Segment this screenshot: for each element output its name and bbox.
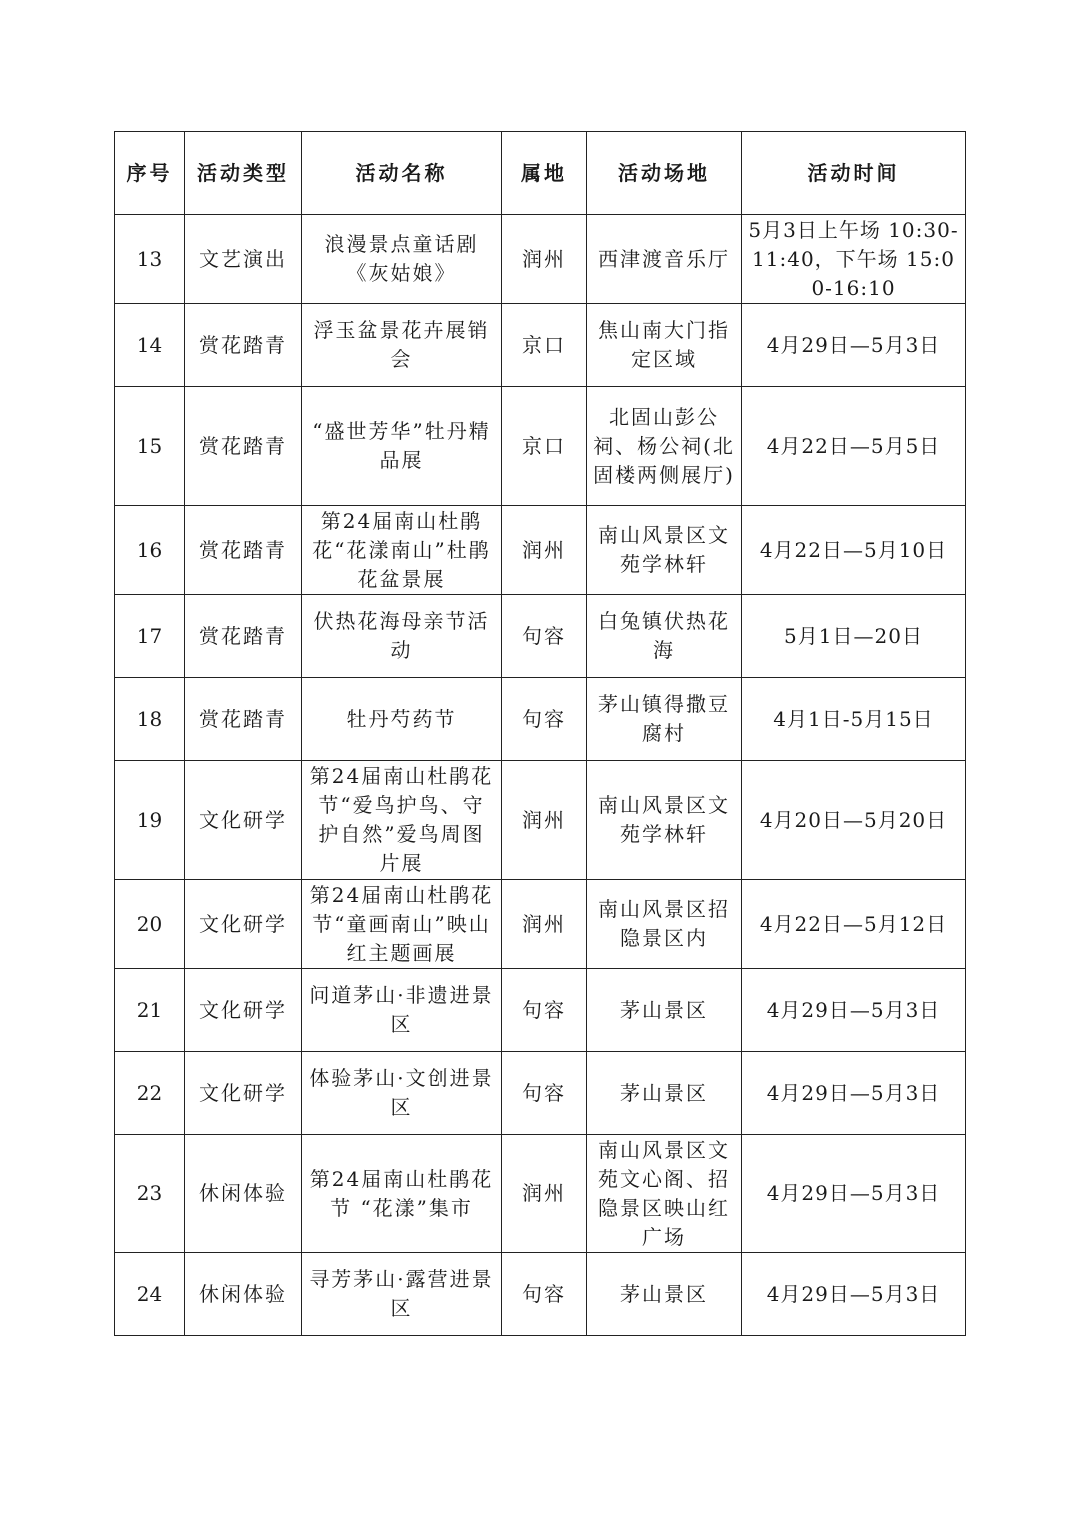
cell-venue: 西津渡音乐厅 bbox=[587, 215, 742, 304]
cell-area: 润州 bbox=[502, 761, 587, 880]
table-row bbox=[115, 506, 966, 595]
table-row bbox=[115, 969, 966, 1052]
cell-time: 4月29日—5月3日 bbox=[742, 969, 966, 1052]
cell-name: 伏热花海母亲节活动 bbox=[302, 595, 502, 678]
cell-no: 22 bbox=[115, 1052, 185, 1135]
table-row bbox=[115, 387, 966, 506]
activity-table bbox=[114, 131, 966, 1336]
table-row bbox=[115, 1052, 966, 1135]
cell-venue: 南山风景区文苑学林轩 bbox=[587, 761, 742, 880]
header-no: 序号 bbox=[115, 132, 185, 215]
cell-name: 第24届南山杜鹃花节“童画南山”映山红主题画展 bbox=[302, 880, 502, 969]
cell-area: 句容 bbox=[502, 595, 587, 678]
cell-time: 4月22日—5月12日 bbox=[742, 880, 966, 969]
cell-time: 4月20日—5月20日 bbox=[742, 761, 966, 880]
cell-name: 第24届南山杜鹃花“花漾南山”杜鹃花盆景展 bbox=[302, 506, 502, 595]
cell-type: 休闲体验 bbox=[185, 1253, 302, 1336]
cell-venue: 焦山南大门指定区域 bbox=[587, 304, 742, 387]
cell-no: 18 bbox=[115, 678, 185, 761]
cell-time: 4月29日—5月3日 bbox=[742, 1052, 966, 1135]
cell-time: 4月29日—5月3日 bbox=[742, 1135, 966, 1253]
table-header-row bbox=[115, 132, 966, 215]
cell-area: 句容 bbox=[502, 1253, 587, 1336]
cell-time: 4月29日—5月3日 bbox=[742, 304, 966, 387]
header-time: 活动时间 bbox=[742, 132, 966, 215]
cell-name: 浪漫景点童话剧《灰姑娘》 bbox=[302, 215, 502, 304]
cell-name: 牡丹芍药节 bbox=[302, 678, 502, 761]
header-area: 属地 bbox=[502, 132, 587, 215]
cell-area: 句容 bbox=[502, 678, 587, 761]
cell-no: 19 bbox=[115, 761, 185, 880]
cell-area: 润州 bbox=[502, 215, 587, 304]
header-venue: 活动场地 bbox=[587, 132, 742, 215]
cell-no: 24 bbox=[115, 1253, 185, 1336]
cell-area: 润州 bbox=[502, 880, 587, 969]
cell-name: 第24届南山杜鹃花节 “花漾”集市 bbox=[302, 1135, 502, 1253]
cell-area: 京口 bbox=[502, 387, 587, 506]
cell-type: 赏花踏青 bbox=[185, 387, 302, 506]
table-row bbox=[115, 304, 966, 387]
cell-venue: 茅山景区 bbox=[587, 1253, 742, 1336]
cell-time: 4月29日—5月3日 bbox=[742, 1253, 966, 1336]
header-name: 活动名称 bbox=[302, 132, 502, 215]
cell-type: 文化研学 bbox=[185, 1052, 302, 1135]
cell-venue: 茅山景区 bbox=[587, 969, 742, 1052]
table-row bbox=[115, 1253, 966, 1336]
header-type: 活动类型 bbox=[185, 132, 302, 215]
cell-venue: 茅山镇得撒豆腐村 bbox=[587, 678, 742, 761]
table-row bbox=[115, 678, 966, 761]
cell-time: 4月1日-5月15日 bbox=[742, 678, 966, 761]
cell-name: 体验茅山·文创进景区 bbox=[302, 1052, 502, 1135]
cell-type: 赏花踏青 bbox=[185, 304, 302, 387]
cell-venue: 南山风景区招隐景区内 bbox=[587, 880, 742, 969]
cell-type: 赏花踏青 bbox=[185, 506, 302, 595]
cell-name: 第24届南山杜鹃花节“爱鸟护鸟、守护自然”爱鸟周图片展 bbox=[302, 761, 502, 880]
cell-venue: 南山风景区文苑学林轩 bbox=[587, 506, 742, 595]
table-row bbox=[115, 215, 966, 304]
cell-no: 14 bbox=[115, 304, 185, 387]
cell-no: 17 bbox=[115, 595, 185, 678]
cell-type: 文化研学 bbox=[185, 880, 302, 969]
cell-time: 5月3日上午场 10:30-11:40，下午场 15:00-16:10 bbox=[742, 215, 966, 304]
cell-type: 赏花踏青 bbox=[185, 678, 302, 761]
table-row bbox=[115, 595, 966, 678]
cell-venue: 南山风景区文苑文心阁、招隐景区映山红广场 bbox=[587, 1135, 742, 1253]
cell-name: 寻芳茅山·露营进景区 bbox=[302, 1253, 502, 1336]
cell-type: 休闲体验 bbox=[185, 1135, 302, 1253]
cell-time: 5月1日—20日 bbox=[742, 595, 966, 678]
cell-name: “盛世芳华”牡丹精品展 bbox=[302, 387, 502, 506]
cell-no: 21 bbox=[115, 969, 185, 1052]
cell-name: 浮玉盆景花卉展销会 bbox=[302, 304, 502, 387]
cell-time: 4月22日—5月5日 bbox=[742, 387, 966, 506]
cell-venue: 北固山彭公祠、杨公祠(北固楼两侧展厅) bbox=[587, 387, 742, 506]
cell-area: 京口 bbox=[502, 304, 587, 387]
cell-area: 润州 bbox=[502, 1135, 587, 1253]
cell-area: 润州 bbox=[502, 506, 587, 595]
cell-no: 16 bbox=[115, 506, 185, 595]
cell-type: 文化研学 bbox=[185, 761, 302, 880]
table-row bbox=[115, 761, 966, 880]
cell-type: 文艺演出 bbox=[185, 215, 302, 304]
table-row bbox=[115, 1135, 966, 1253]
cell-no: 20 bbox=[115, 880, 185, 969]
cell-type: 赏花踏青 bbox=[185, 595, 302, 678]
table-row bbox=[115, 880, 966, 969]
cell-type: 文化研学 bbox=[185, 969, 302, 1052]
cell-no: 15 bbox=[115, 387, 185, 506]
cell-venue: 茅山景区 bbox=[587, 1052, 742, 1135]
cell-name: 问道茅山·非遗进景区 bbox=[302, 969, 502, 1052]
cell-area: 句容 bbox=[502, 1052, 587, 1135]
cell-venue: 白兔镇伏热花海 bbox=[587, 595, 742, 678]
cell-time: 4月22日—5月10日 bbox=[742, 506, 966, 595]
cell-no: 23 bbox=[115, 1135, 185, 1253]
cell-no: 13 bbox=[115, 215, 185, 304]
cell-area: 句容 bbox=[502, 969, 587, 1052]
